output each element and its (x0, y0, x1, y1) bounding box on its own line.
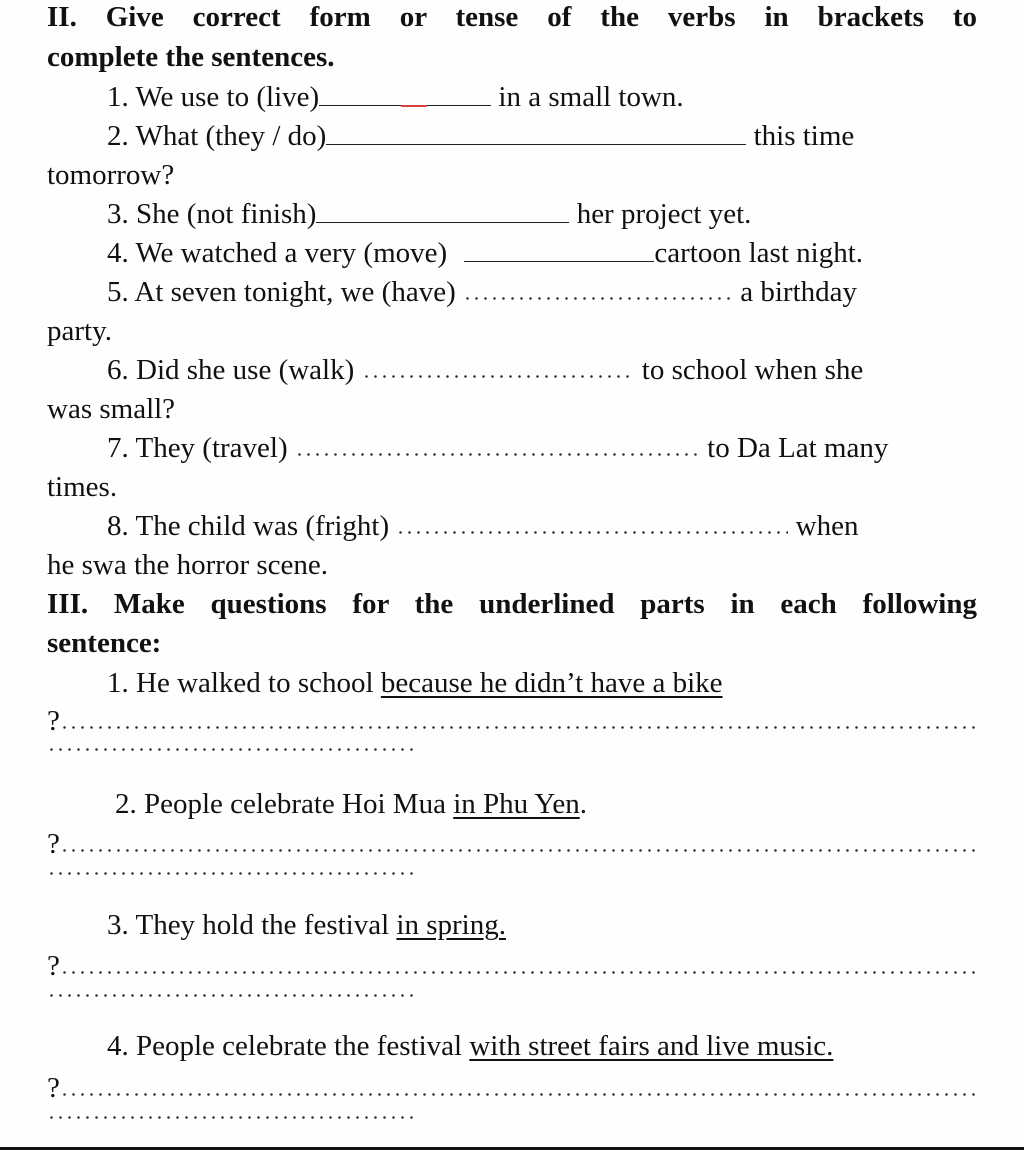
item-text: 2. People celebrate Hoi Mua (115, 788, 454, 820)
underlined-part: in Phu Yen (453, 788, 580, 820)
answer-dots[interactable] (60, 965, 977, 975)
exercise-2-item-5-cont: party. (47, 315, 112, 347)
item-text: 8. The child was (fright) (107, 510, 397, 542)
answer-dots[interactable] (60, 720, 977, 730)
section-3-title-line-2: sentence: (47, 627, 162, 659)
item-text: 3. They hold the festival (107, 909, 397, 941)
exercise-2-item-2 (47, 117, 977, 155)
item-text-end: to school when she (634, 354, 864, 386)
underlined-part: in spring. (396, 909, 506, 941)
exercise-2-item-5 (47, 273, 977, 311)
item-text: 4. We watched a very (move) (107, 237, 455, 269)
exercise-3-item-3 (47, 906, 977, 944)
item-text-end: a birthday (732, 276, 857, 308)
answer-dots[interactable] (47, 742, 417, 752)
answer-blank[interactable] (316, 196, 569, 223)
item-text-end: . (579, 788, 587, 820)
answer-line (47, 825, 977, 863)
answer-line-cont (47, 1110, 977, 1148)
question-mark: ? (47, 950, 60, 982)
answer-line (47, 1069, 977, 1107)
item-text: 2. What (they / do) (107, 120, 327, 152)
exercise-2-item-7-cont: times. (47, 471, 118, 503)
answer-line-cont (47, 988, 977, 1026)
exercise-2-item-6-cont: was small? (47, 393, 176, 425)
answer-line (47, 947, 977, 985)
answer-line-cont (47, 742, 977, 780)
item-text-end: her project yet. (569, 198, 752, 230)
answer-dots[interactable] (362, 369, 635, 379)
item-text: 1. He walked to school (107, 667, 381, 699)
answer-blank[interactable] (326, 118, 746, 145)
answer-dots[interactable] (47, 1110, 417, 1120)
item-text-end: when (788, 510, 859, 542)
underlined-part: with street fairs and live music. (469, 1030, 834, 1062)
answer-dots[interactable] (47, 866, 417, 876)
question-mark: ? (47, 705, 60, 737)
underlined-part: because he didn’t have a bike (380, 667, 723, 699)
answer-dots[interactable] (396, 525, 788, 535)
exercise-3-item-4 (47, 1027, 977, 1065)
item-text: 6. Did she use (walk) (107, 354, 362, 386)
item-text: 7. They (travel) (107, 432, 295, 464)
exercise-2-item-8-cont: he swa the horror scene. (47, 549, 329, 581)
exercise-2-item-3 (47, 195, 977, 233)
answer-dots[interactable] (60, 1087, 977, 1097)
exercise-2-item-8 (47, 507, 977, 545)
item-text-end: to Da Lat many (699, 432, 889, 464)
item-text: 4. People celebrate the festival (107, 1030, 470, 1062)
item-text: 5. At seven tonight, we (have) (107, 276, 463, 308)
item-text-end: cartoon last night. (654, 237, 863, 269)
exercise-3-item-1 (47, 664, 977, 702)
answer-dots[interactable] (47, 988, 417, 998)
exercise-2-item-7 (47, 429, 977, 467)
answer-blank[interactable] (464, 235, 654, 262)
answer-dots[interactable] (295, 447, 700, 457)
exercise-2-item-4 (47, 234, 977, 272)
item-text-end: this time (746, 120, 855, 152)
answer-line-cont (47, 866, 977, 904)
item-text-end: in a small town. (491, 81, 684, 113)
exercise-2-item-6 (47, 351, 977, 389)
answer-dots[interactable] (463, 291, 733, 301)
section-2-title-line-2: complete the sentences. (47, 41, 335, 73)
exercise-2-item-1 (47, 78, 977, 116)
item-text: 1. We use to (live) (107, 81, 320, 113)
exercise-2-item-2-cont: tomorrow? (47, 159, 175, 191)
section-2-title-line-1: II. Give correct form or tense of the verbs in brackets to (47, 1, 977, 33)
question-mark: ? (47, 828, 60, 860)
question-mark: ? (47, 1072, 60, 1104)
item-text: 3. She (not finish) (107, 198, 317, 230)
answer-blank[interactable] (319, 79, 491, 106)
answer-line (47, 702, 977, 740)
exercise-3-item-2 (47, 785, 977, 823)
answer-dots[interactable] (60, 843, 977, 853)
section-3-title-line-1: III. Make questions for the underlined parts in each following (47, 588, 977, 620)
